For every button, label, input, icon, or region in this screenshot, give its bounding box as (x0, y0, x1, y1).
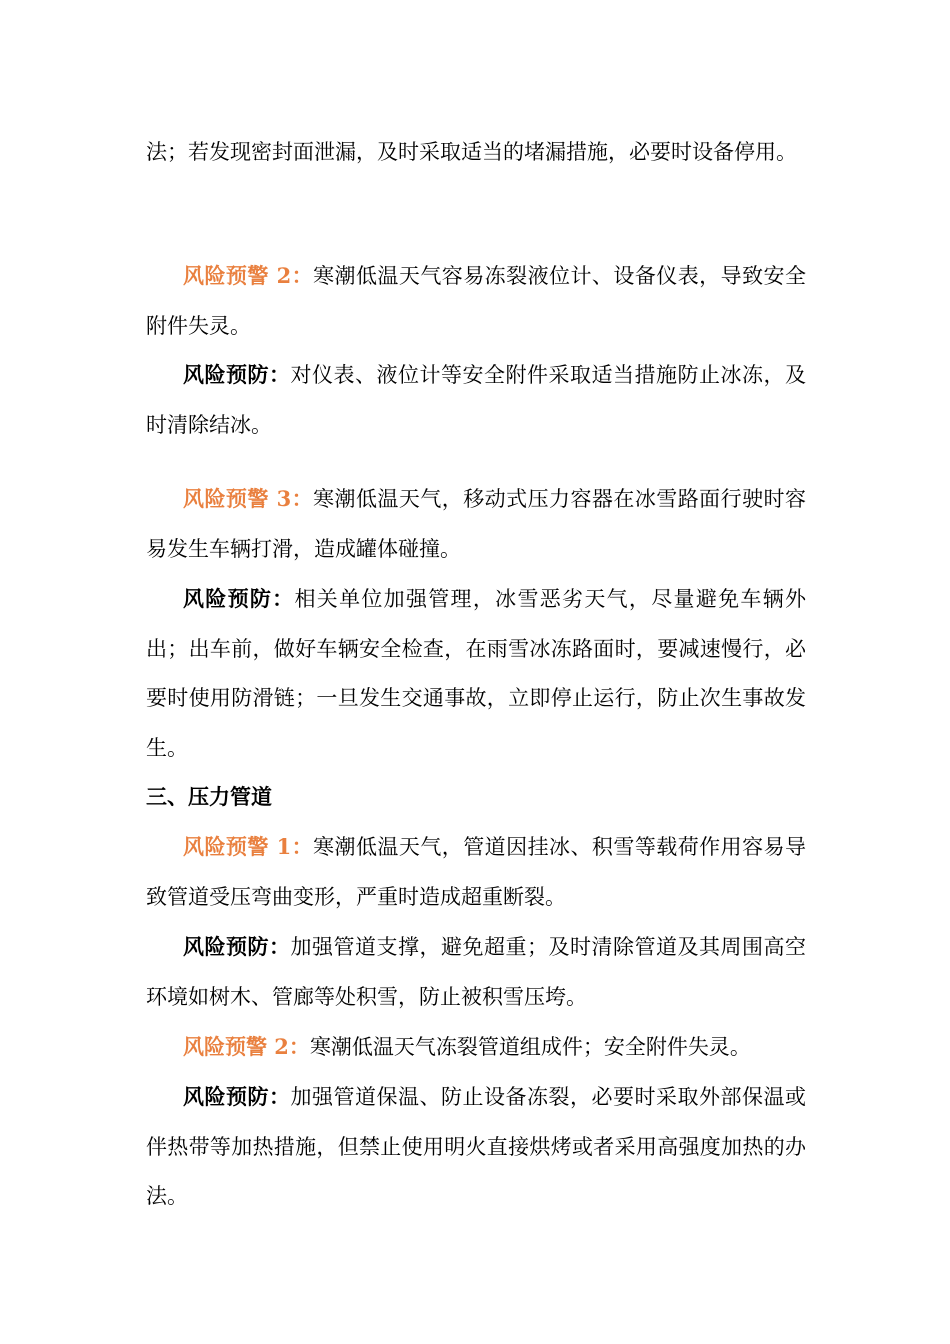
paragraph-text: 法；若发现密封面泄漏，及时采取适当的堵漏措施，必要时设备停用。 (146, 140, 797, 164)
warning-label: 风险预警 3： (183, 486, 314, 511)
warning-label: 风险预警 2： (183, 263, 314, 288)
risk-prevention-3-vessel (146, 574, 806, 773)
prevention-text: 相关单位加强管理，冰雪恶劣天气，尽量避免车辆外出；出车前，做好车辆安全检查，在雨雪冰冻路面时，要减速慢行，必要时使用防滑链；一旦发生交通事故，立即停止运行，防止次生事故发生。 (146, 587, 807, 760)
risk-prevention-2-pipeline (146, 1072, 806, 1222)
prevention-label: 风险预防： (183, 362, 291, 387)
warning-text: 寒潮低温天气容易冻裂液位计、设备仪表，导致安全附件失灵。 (146, 264, 806, 338)
risk-warning-3-vessel (146, 474, 806, 574)
prevention-label: 风险预防： (183, 1084, 291, 1109)
prevention-text: 加强管道支撑，避免超重；及时清除管道及其周围高空环境如树木、管廊等处积雪，防止被积雪压垮。 (146, 935, 806, 1009)
risk-prevention-1-pipeline (146, 922, 806, 1022)
risk-warning-2-pipeline (146, 1022, 806, 1073)
warning-text: 寒潮低温天气，移动式压力容器在冰雪路面行驶时容易发生车辆打滑，造成罐体碰撞。 (146, 487, 806, 561)
warning-text: 寒潮低温天气冻裂管道组成件；安全附件失灵。 (309, 1035, 751, 1059)
prevention-text: 对仪表、液位计等安全附件采取适当措施防止冰冻，及时清除结冰。 (146, 363, 806, 437)
paragraph-continuation (146, 128, 806, 178)
risk-warning-2-vessel (146, 251, 806, 351)
risk-warning-1-pipeline (146, 822, 806, 922)
prevention-label: 风险预防： (183, 586, 295, 611)
prevention-label: 风险预防： (183, 934, 291, 959)
warning-text: 寒潮低温天气，管道因挂冰、积雪等载荷作用容易导致管道受压弯曲变形，严重时造成超重断裂。 (146, 835, 806, 909)
warning-label: 风险预警 2： (183, 1034, 310, 1059)
warning-label: 风险预警 1： (183, 834, 314, 859)
prevention-text: 加强管道保温、防止设备冻裂，必要时采取外部保温或伴热带等加热措施，但禁止使用明火直接烘烤或者采用高强度加热的办法。 (146, 1085, 806, 1208)
risk-prevention-2-vessel (146, 350, 806, 450)
section-heading-pressure-pipeline: 三、压力管道 (146, 784, 272, 809)
